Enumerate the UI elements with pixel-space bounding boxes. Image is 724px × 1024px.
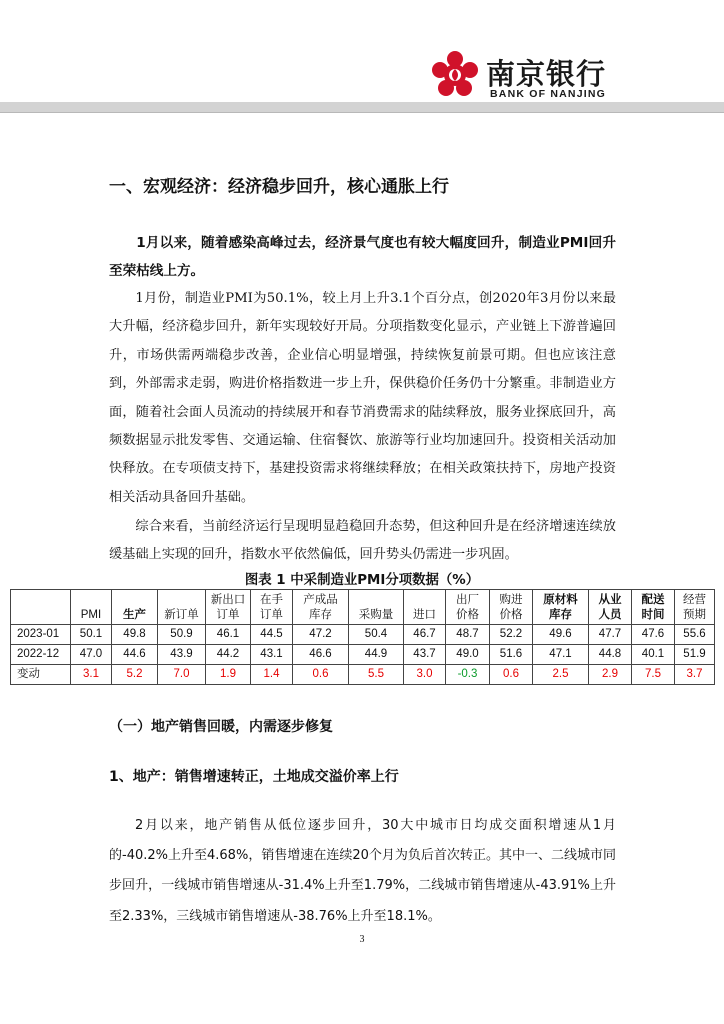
change-cell: 2.5 [533,665,589,685]
column-header-line2: 新订单 [164,609,199,621]
column-header [71,590,112,625]
bank-name-en: BANK OF NANJING [490,88,607,100]
table-cell: 52.2 [490,625,533,645]
column-header-line1: 出厂 [456,594,479,606]
change-cell: 5.2 [112,665,158,685]
change-cell: 3.7 [675,665,715,685]
table-cell: 43.7 [404,645,446,665]
column-header-line1 [158,593,205,608]
table-cell: 49.0 [446,645,490,665]
column-header-line1 [349,593,403,608]
table-cell: 51.6 [490,645,533,665]
table-header-row [11,590,715,625]
change-cell: 0.6 [293,665,349,685]
lead-paragraph: 1月以来，随着感染高峰过去，经济景气度也有较大幅度回升，制造业PMI回升至荣枯线上方。 [109,235,616,280]
bank-logo [430,50,620,110]
column-header [632,590,675,625]
table-cell: 49.6 [533,625,589,645]
pmi-table [10,589,715,685]
column-header-line2: 价格 [456,609,479,621]
table-cell: 40.1 [632,645,675,665]
column-header-line2: 订单 [260,609,283,621]
change-cell: 7.0 [158,665,206,685]
column-header [675,590,715,625]
table-cell: 47.2 [293,625,349,645]
page-number: 3 [359,934,365,945]
column-header-line2: 库存 [309,609,332,621]
table-cell: 47.7 [589,625,632,645]
table-cell: 46.1 [206,625,251,645]
table-cell: 47.1 [533,645,589,665]
change-cell: 5.5 [349,665,404,685]
table-cell: 47.6 [632,625,675,645]
row-label: 2023-01 [11,625,71,645]
column-header [446,590,490,625]
subsection-title: （一）地产销售回暖，内需逐步修复 [109,719,333,735]
column-header [533,590,589,625]
table-cell: 50.4 [349,625,404,645]
column-header-line1: 原材料 [543,594,578,606]
table-cell: 48.7 [446,625,490,645]
column-header-line2: 采购量 [358,609,394,621]
column-header [251,590,293,625]
column-header-line2: 人员 [598,609,622,621]
table-cell: 46.7 [404,625,446,645]
column-header-line2: 库存 [549,609,572,621]
column-header-line1 [71,593,111,608]
body-paragraph-3: 2月以来，地产销售从低位逐步回升，30大中城市日均成交面积增速从1月的-40.2%上升至4.68%，销售增速在连续20个月为负后首次转正。其中一、二线城市同步回升，一线城市销售增速从-31.4%上升至1.79%，二线城市销售增速从-43.91%上升至2.33%，三线城市销售增速从-38.76%上升至18.1%。 [109,818,616,924]
change-cell: 1.9 [206,665,251,685]
table-cell: 44.6 [112,645,158,665]
column-header-line2: 时间 [641,609,665,621]
column-header-line1: 新出口 [210,594,246,606]
change-cell: 3.0 [404,665,446,685]
table-cell: 43.1 [251,645,293,665]
table-cell: 44.2 [206,645,251,665]
page-header [0,0,724,110]
column-header-line1 [404,593,445,608]
column-header-line1: 从业 [598,594,622,606]
column-header-line2: 生产 [123,609,146,621]
flower-logo-icon [430,50,480,100]
column-header-line1: 产成品 [303,594,338,606]
column-header [11,590,71,625]
table-cell: 44.9 [349,645,404,665]
change-cell: 2.9 [589,665,632,685]
change-cell: 7.5 [632,665,675,685]
row-label: 2022-12 [11,645,71,665]
column-header [158,590,206,625]
bank-name-cn: 南京银行 [486,57,607,91]
body-paragraph-1: 1月份，制造业PMI为50.1%，较上月上升3.1个百分点，创2020年3月份以来最大升幅，经济稳步回升，新年实现较好开局。分项指数变化显示，产业链上下游普遍回升，市场供需两端稳步改善，企业信心明显增强，持续恢复前景可期。但也应该注意到，外部需求走弱，购进价格指数进一步上升，保供稳价任务仍十分繁重。非制造业方面，随着社会面人员流动的持续展开和春节消费需求的陆续释放，服务业探底回升，高频数据显示批发零售、交通运输、住宿餐饮、旅游等行业均加速回升。投资相关活动加快释放。在专项债支持下，基建投资需求将继续释放；在相关政策扶持下，房地产投资相关活动具备回升基础。 [109,291,616,505]
column-header [589,590,632,625]
change-cell: 1.4 [251,665,293,685]
table-body [11,625,715,685]
table-cell: 50.9 [158,625,206,645]
change-cell: 0.6 [490,665,533,685]
column-header-line2: 进口 [413,609,436,621]
column-header [349,590,404,625]
column-header [293,590,349,625]
change-cell: 3.1 [71,665,112,685]
table-cell: 50.1 [71,625,112,645]
column-header-line1: 经营 [683,594,706,606]
section-title: 一、宏观经济：经济稳步回升，核心通胀上行 [109,177,449,197]
column-header-line1: 购进 [499,594,523,606]
change-row [11,665,715,685]
table-cell: 55.6 [675,625,715,645]
column-header-line1 [112,593,157,608]
column-header [490,590,533,625]
table-cell: 51.9 [675,645,715,665]
column-header-line2: 订单 [216,609,240,621]
header-divider [0,112,724,113]
table-cell: 47.0 [71,645,112,665]
table-cell: 44.8 [589,645,632,665]
table-cell: 46.6 [293,645,349,665]
table-cell: 49.8 [112,625,158,645]
table-row [11,645,715,665]
column-header-line2: PMI [80,609,102,621]
table-title: 图表 1 中采制造业PMI分项数据（%） [244,573,480,588]
change-cell: -0.3 [446,665,490,685]
column-header-line2: 价格 [499,609,523,621]
column-header-line1 [11,608,70,623]
column-header [404,590,446,625]
column-header-line1: 配送 [641,594,665,606]
column-header [112,590,158,625]
column-header-line1: 在手 [260,594,283,606]
table-cell: 44.5 [251,625,293,645]
body-paragraph-2: 综合来看，当前经济运行呈现明显趋稳回升态势，但这种回升是在经济增速连续放缓基础上实现的回升，指数水平依然偏低，回升势头仍需进一步巩固。 [109,519,616,563]
column-header-line2: 预期 [683,609,706,621]
row-label: 变动 [11,665,71,685]
subsection-heading: 1、地产：销售增速转正，土地成交溢价率上行 [109,769,399,785]
table-row [11,625,715,645]
column-header [206,590,251,625]
header-bar [0,102,724,112]
table-cell: 43.9 [158,645,206,665]
